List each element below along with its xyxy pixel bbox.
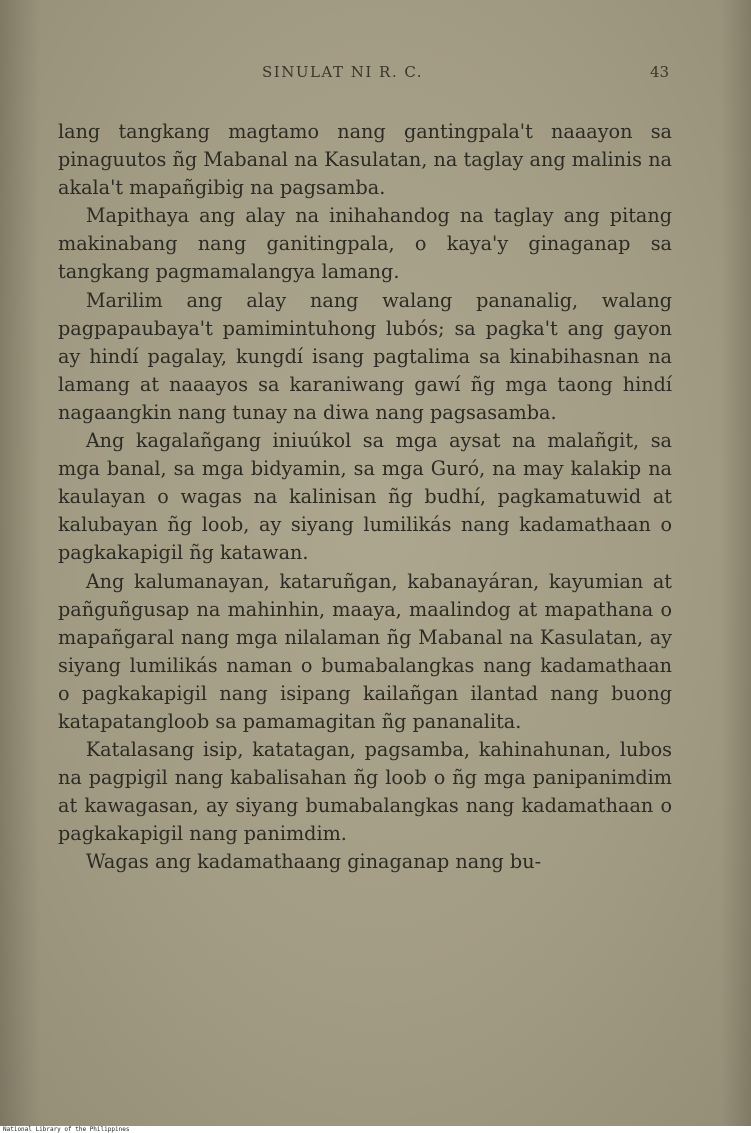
paragraph-7: Wagas ang kadamathaang ginaganap nang bu- bbox=[85, 850, 542, 874]
paragraph-3: Marilim ang alay nang walang pananalig, walang pagpapaubaya't pamimintuhong lubós; sa pagka't ang gayon ay hindí pagalay, kungdí isang pagtalima sa kinabihasnan na lamang at naaayos sa karaniwang gawí ñg mga taong hindí nagaangkin nang tunay na diwa nang pagsasamba. bbox=[58, 288, 672, 424]
running-head: SINULAT NI R. C. bbox=[262, 63, 424, 81]
page-number: 43 bbox=[650, 63, 670, 81]
page-header bbox=[0, 63, 751, 87]
page-edge-shadow-right bbox=[721, 0, 751, 1126]
paragraph-6: Katalasang isip, katatagan, pagsamba, kahinahunan, lubos na pagpigil nang kabalisahan ñg loob o ñg mga panipanimdim at kawagasan, ay siyang bumabalangkas nang kadamathaan o pagkakapigil nang panimdim. bbox=[58, 738, 672, 846]
paragraph-5: Ang kalumanayan, kataruñgan, kabanayáran, kayumian at pañguñgusap na mahinhin, maaya, maalindog at mapathana o mapañgaral nang mga nilalaman ñg Mabanal na Kasulatan, ay siyang lumilikás naman o bumabalangkas nang kadamathaan o pagkakapigil nang isipang kailañgan ilantad nang buong katapatangloob sa pamamagitan ñg pananalita. bbox=[58, 569, 672, 733]
page-edge-shadow-left bbox=[0, 0, 40, 1126]
paragraph-4: Ang kagalañgang iniuúkol sa mga aysat na malañgit, sa mga banal, sa mga bidyamin, sa mga Guró, na may kalakip na kaulayan o wagas na kalinisan ñg budhí, pagkamatuwid at kalubayan ñg loob, ay siyang lumilikás nang kadamathaan o pagkakapigil ñg katawan. bbox=[58, 429, 672, 565]
paragraph-2: Mapithaya ang alay na inihahandog na taglay ang pitang makinabang nang ganitingpala, o kaya'y ginaganap sa tangkang pagmamalangya lamang. bbox=[58, 204, 672, 284]
footer-credit: National Library of the Philippines bbox=[3, 1126, 130, 1133]
body-text bbox=[58, 118, 672, 877]
paragraph-1: lang tangkang magtamo nang gantingpala't naaayon sa pinaguutos ñg Mabanal na Kasulatan, na taglay ang malinis na akala't mapañgibig na pagsamba. bbox=[58, 120, 672, 200]
